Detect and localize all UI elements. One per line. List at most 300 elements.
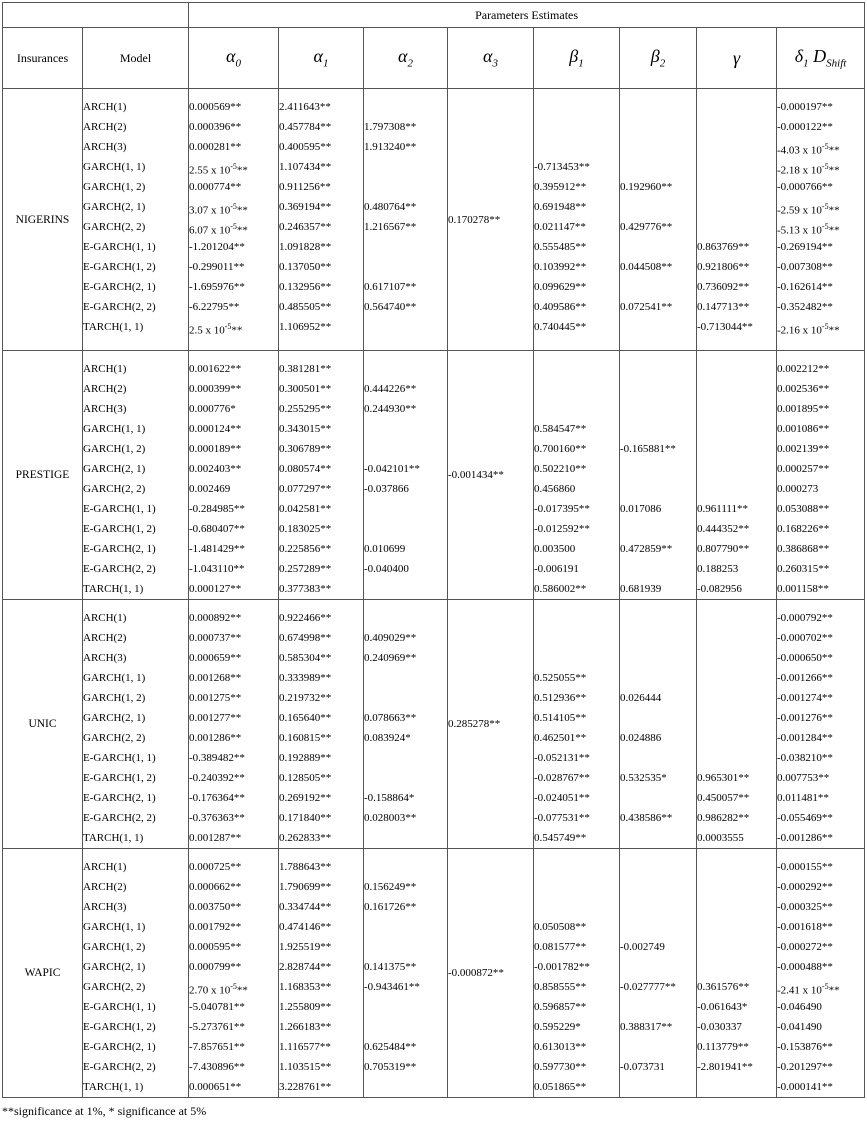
estimate-value (697, 1077, 776, 1097)
model-name: E-GARCH(1, 1) (83, 241, 156, 253)
estimate-value: 0.625484** (364, 1041, 417, 1053)
estimate-value: -0.000792** (777, 612, 833, 624)
estimate-value: 0.000124** (189, 423, 242, 435)
estimate-value: 0.300501** (279, 383, 332, 395)
estimate-value (364, 668, 447, 688)
estimate-value: 0.617107** (364, 281, 417, 293)
estimate-value: 0.103992** (534, 261, 587, 273)
estimate-value (620, 748, 696, 768)
estimate-value: 0.369194** (279, 201, 332, 213)
estimate-value: -5.273761** (189, 1021, 245, 1033)
estimate-value: -0.001284** (777, 732, 833, 744)
estimate-value: 0.525055** (534, 672, 587, 684)
estimate-value: 0.002536** (777, 383, 830, 395)
estimate-value (620, 419, 696, 439)
estimate-value: 0.083924* (364, 732, 411, 744)
estimate-value (620, 157, 696, 177)
insurance-group-row (3, 89, 865, 351)
estimate-value: -0.000292** (777, 881, 833, 893)
estimate-value (697, 628, 776, 648)
estimate-value: 0.113779** (697, 1041, 749, 1053)
model-name: ARCH(2) (83, 881, 127, 893)
estimate-value: 0.564740** (364, 301, 417, 313)
estimate-value (534, 399, 619, 419)
estimate-value: -0.001274** (777, 692, 833, 704)
estimate-cell (620, 600, 697, 849)
estimate-value (364, 419, 447, 439)
estimate-value (620, 379, 696, 399)
estimate-value: -0.000488** (777, 961, 833, 973)
estimate-value: -0.000702** (777, 632, 833, 644)
estimate-value (697, 479, 776, 499)
model-name: E-GARCH(2, 1) (83, 281, 156, 293)
estimate-value: -0.713453** (534, 161, 590, 173)
estimate-value (534, 379, 619, 399)
footnote: **significance at 1%, * significance at 5% (2, 1104, 207, 1118)
estimate-value: 0.555485** (534, 241, 587, 253)
estimate-value (534, 608, 619, 628)
estimate-value: -0.002749 (620, 941, 665, 953)
estimate-value: 0.001275** (189, 692, 242, 704)
estimate-value: 0.246357** (279, 221, 332, 233)
insurance-group-row (3, 849, 865, 1098)
estimate-value: 2.828744** (279, 961, 332, 973)
estimate-value: 0.262833** (279, 832, 332, 844)
estimate-cell (189, 89, 279, 351)
estimate-value: 0.147713** (697, 301, 750, 313)
estimate-value (364, 917, 447, 937)
estimate-value: 0.132956** (279, 281, 332, 293)
model-name: TARCH(1, 1) (83, 832, 144, 844)
estimate-value (364, 937, 447, 957)
estimate-value: -0.007308** (777, 261, 833, 273)
estimate-cell (448, 849, 534, 1098)
param-header (534, 28, 620, 89)
estimate-value (620, 237, 696, 257)
model-name: E-GARCH(1, 1) (83, 752, 156, 764)
model-name: ARCH(3) (83, 901, 127, 913)
estimate-value (620, 559, 696, 579)
estimate-value (364, 237, 447, 257)
estimate-value: 0.078663** (364, 712, 417, 724)
estimate-value: 0.514105** (534, 712, 587, 724)
estimate-value: -0.000272** (777, 941, 833, 953)
estimate-value: 0.485505** (279, 301, 332, 313)
estimate-value (364, 519, 447, 539)
model-name: GARCH(2, 1) (83, 961, 146, 973)
model-name: ARCH(1) (83, 363, 127, 375)
estimate-value: 1.266183** (279, 1021, 332, 1033)
estimate-value: 0.244930** (364, 403, 417, 415)
estimate-value (534, 137, 619, 157)
model-name: GARCH(1, 1) (83, 921, 146, 933)
estimate-value (534, 97, 619, 117)
estimate-value: 1.788643** (279, 861, 332, 873)
estimate-value: 0.017086 (620, 503, 662, 515)
estimate-value: 0.000569** (189, 101, 242, 113)
estimate-value: 3.228761** (279, 1081, 332, 1093)
estimate-value: 0.000399** (189, 383, 242, 395)
model-name: E-GARCH(2, 1) (83, 543, 156, 555)
estimate-cell (534, 849, 620, 1098)
estimate-cell (620, 849, 697, 1098)
estimate-value: 0.474146** (279, 921, 332, 933)
model-name: E-GARCH(2, 1) (83, 1041, 156, 1053)
estimate-value: -0.000122** (777, 121, 833, 133)
estimate-value: -0.176364** (189, 792, 245, 804)
estimate-value: 0.002469 (189, 483, 231, 495)
estimate-value (697, 668, 776, 688)
estimate-cell (279, 600, 364, 849)
estimate-value: -0.001276** (777, 712, 833, 724)
estimate-value: 0.160815** (279, 732, 332, 744)
estimate-value (534, 857, 619, 877)
estimate-value: -0.001266** (777, 672, 833, 684)
estimate-value: -0.037866 (364, 483, 409, 495)
estimate-value: 0.807790** (697, 543, 750, 555)
estimate-value: -0.240392** (189, 772, 245, 784)
estimate-value: 0.922466** (279, 612, 332, 624)
estimate-value: -0.006191 (534, 563, 579, 575)
estimate-value: 0.705319** (364, 1061, 417, 1073)
estimate-value: -0.041490 (777, 1021, 822, 1033)
estimate-value: 0.000651** (189, 1081, 242, 1093)
estimate-value: 0.444352** (697, 523, 750, 535)
model-name: E-GARCH(1, 2) (83, 261, 156, 273)
estimate-value (697, 648, 776, 668)
estimate-value: 0.000281** (189, 141, 242, 153)
estimate-value (620, 877, 696, 897)
estimate-value (364, 579, 447, 599)
estimate-value: 1.797308** (364, 121, 417, 133)
estimate-value: 0.000799** (189, 961, 242, 973)
estimate-value: 0.028003** (364, 812, 417, 824)
estimate-value (697, 177, 776, 197)
estimate-value: 0.170278** (448, 213, 501, 226)
estimate-value: 0.613013** (534, 1041, 587, 1053)
param-symbol: $\beta_1$ (569, 46, 584, 70)
param-symbol: $\delta_1$ (794, 46, 809, 70)
estimate-value: -1.201204** (189, 241, 245, 253)
estimate-value: 0.001287** (189, 832, 242, 844)
estimate-value (364, 748, 447, 768)
estimate-value: 0.260315** (777, 563, 830, 575)
estimate-value: 0.000776* (189, 403, 236, 415)
estimate-cell (777, 600, 865, 849)
estimate-value: 0.000396** (189, 121, 242, 133)
param-header (697, 28, 777, 89)
estimate-value (620, 648, 696, 668)
estimate-value: -0.061643* (697, 1001, 748, 1013)
estimate-value: 0.137050** (279, 261, 332, 273)
estimate-value (364, 1077, 447, 1097)
estimate-value (620, 788, 696, 808)
estimate-value: 0.532535* (620, 772, 667, 784)
estimate-value (620, 608, 696, 628)
estimate-value: -0.077531** (534, 812, 590, 824)
estimate-value (620, 399, 696, 419)
estimate-value (364, 97, 447, 117)
estimate-value: 0.156249** (364, 881, 417, 893)
estimate-cell (189, 600, 279, 849)
model-name: GARCH(2, 1) (83, 463, 146, 475)
estimate-value (620, 317, 696, 337)
estimate-value: -0.001434** (448, 469, 504, 481)
param-symbol: $\alpha_1$ (313, 46, 329, 70)
estimate-value: 0.128505** (279, 772, 332, 784)
estimate-value (697, 748, 776, 768)
estimate-value: 1.925519** (279, 941, 332, 953)
param-header: $\delta_1$ $D_{Shift}$ (777, 28, 865, 89)
estimate-value: 0.168226** (777, 523, 830, 535)
insurance-name: NIGERINS (3, 89, 83, 351)
estimate-value: -0.000155** (777, 861, 833, 873)
estimate-value: 1.103515** (279, 1061, 332, 1073)
estimate-value: -0.001286** (777, 832, 833, 844)
estimate-value: -2.41 x $10^{-5}**$ (777, 982, 840, 997)
estimate-value (620, 117, 696, 137)
estimate-value (534, 117, 619, 137)
estimate-value: 2.70 x $10^{-5}**$ (189, 982, 248, 997)
estimate-value: -0.082956 (697, 583, 742, 595)
estimate-value: -0.012592** (534, 523, 590, 535)
insurance-name: PRESTIGE (3, 351, 83, 600)
estimate-value: -2.801941** (697, 1061, 753, 1073)
estimate-value (534, 897, 619, 917)
estimate-value: 0.000737** (189, 632, 242, 644)
estimate-value: 0.257289** (279, 563, 332, 575)
estimate-value: 0.585304** (279, 652, 332, 664)
estimate-value: 1.107434** (279, 161, 332, 173)
model-name: ARCH(3) (83, 141, 127, 153)
estimate-value (697, 399, 776, 419)
estimate-value: -0.299011** (189, 261, 245, 273)
estimate-value: 0.000659** (189, 652, 242, 664)
estimate-value (620, 897, 696, 917)
estimate-value: 0.409586** (534, 301, 587, 313)
model-cell (83, 600, 189, 849)
estimate-value: 1.168353** (279, 981, 332, 993)
estimate-value: 0.001277** (189, 712, 242, 724)
estimate-value: 0.388317** (620, 1021, 673, 1033)
estimate-cell (534, 89, 620, 351)
estimate-value: 0.343015** (279, 423, 332, 435)
estimate-value: 0.595229* (534, 1021, 581, 1033)
estimate-value: 0.863769** (697, 241, 750, 253)
estimate-value: -7.430896** (189, 1061, 245, 1073)
estimate-value (697, 117, 776, 137)
estimate-value (620, 519, 696, 539)
estimate-value: -0.376363** (189, 812, 245, 824)
estimate-value: 0.077297** (279, 483, 332, 495)
param-header (279, 28, 364, 89)
estimate-value: 0.457784** (279, 121, 332, 133)
estimate-value: -1.695976** (189, 281, 245, 293)
estimate-value: 0.001895** (777, 403, 830, 415)
estimate-value: 1.216567** (364, 221, 417, 233)
estimate-value (697, 917, 776, 937)
estimate-value: 0.171840** (279, 812, 332, 824)
model-name: GARCH(2, 1) (83, 201, 146, 213)
estimate-value (620, 628, 696, 648)
estimate-value: -0.038210** (777, 752, 833, 764)
estimate-value: 0.740445** (534, 321, 587, 333)
parameter-estimates-table (2, 2, 865, 1098)
estimate-value: 0.161726** (364, 901, 417, 913)
estimate-value: -6.22795** (189, 301, 240, 313)
estimate-value: 0.000595** (189, 941, 242, 953)
estimate-cell (620, 89, 697, 351)
estimate-value: 1.255809** (279, 1001, 332, 1013)
estimate-value: 0.001268** (189, 672, 242, 684)
estimate-value (620, 1077, 696, 1097)
estimate-value: 0.165640** (279, 712, 332, 724)
estimate-value: -0.052131** (534, 752, 590, 764)
estimate-value: 0.000725** (189, 861, 242, 873)
estimate-value: 0.001158** (777, 583, 829, 595)
model-name: E-GARCH(2, 1) (83, 792, 156, 804)
estimate-value: 0.053088** (777, 503, 830, 515)
estimate-value: -0.030337 (697, 1021, 742, 1033)
estimate-value: -0.153876** (777, 1041, 833, 1053)
estimate-value: -4.03 x $10^{-5}**$ (777, 142, 840, 157)
estimate-cell (777, 351, 865, 600)
model-name: GARCH(1, 2) (83, 941, 146, 953)
estimate-value: 1.091828** (279, 241, 332, 253)
estimate-value: 0.000273 (777, 483, 819, 495)
param-header (189, 28, 279, 89)
estimate-value: 0.736092** (697, 281, 750, 293)
estimate-value: 0.400595** (279, 141, 332, 153)
estimate-value: 0.306789** (279, 443, 332, 455)
estimate-value: -1.481429** (189, 543, 245, 555)
estimate-value: -2.16 x $10^{-5}**$ (777, 322, 840, 337)
model-name: ARCH(2) (83, 383, 127, 395)
param-header (448, 28, 534, 89)
estimate-value: -0.055469** (777, 812, 833, 824)
model-name: ARCH(1) (83, 861, 127, 873)
estimate-value (620, 479, 696, 499)
model-name: GARCH(1, 2) (83, 692, 146, 704)
estimate-value (697, 728, 776, 748)
estimate-value: 2.55 x $10^{-5}**$ (189, 162, 248, 177)
estimate-cell (448, 89, 534, 351)
estimate-cell (697, 89, 777, 351)
estimate-value: -7.857651** (189, 1041, 245, 1053)
estimate-value: 0.456860 (534, 483, 576, 495)
estimate-value: -0.158864* (364, 792, 415, 804)
estimate-value: 0.269192** (279, 792, 332, 804)
estimate-value (364, 688, 447, 708)
estimate-value: -0.284985** (189, 503, 245, 515)
estimate-value: 0.010699 (364, 543, 406, 555)
estimate-cell (620, 351, 697, 600)
estimate-value: 0.700160** (534, 443, 587, 455)
estimate-value (620, 137, 696, 157)
estimate-value: 0.219732** (279, 692, 332, 704)
estimate-value: 0.002403** (189, 463, 242, 475)
estimate-value: 0.334744** (279, 901, 332, 913)
estimate-value (697, 439, 776, 459)
estimate-value: 0.050508** (534, 921, 587, 933)
model-cell (83, 849, 189, 1098)
estimate-value (697, 897, 776, 917)
model-cell (83, 351, 189, 600)
model-name: ARCH(2) (83, 632, 127, 644)
estimate-cell (364, 849, 448, 1098)
model-name: GARCH(1, 1) (83, 423, 146, 435)
model-name: GARCH(1, 1) (83, 672, 146, 684)
estimate-value (697, 97, 776, 117)
estimate-value: 0.183025** (279, 523, 332, 535)
param-symbol: γ (732, 47, 741, 68)
estimate-value: 0.188253 (697, 563, 739, 575)
estimate-value (364, 768, 447, 788)
estimate-value (534, 877, 619, 897)
estimate-value: -0.943461** (364, 981, 420, 993)
estimate-value: 0.512936** (534, 692, 587, 704)
estimate-value (534, 648, 619, 668)
model-name: GARCH(2, 1) (83, 712, 146, 724)
model-name: E-GARCH(2, 2) (83, 563, 156, 575)
param-symbol: $\alpha_0$ (226, 46, 241, 70)
estimate-value: -0.000141** (777, 1081, 833, 1093)
estimate-value: 0.021147** (534, 221, 586, 233)
estimate-value: -0.000325** (777, 901, 833, 913)
estimate-cell (777, 89, 865, 351)
estimate-value (364, 257, 447, 277)
estimate-value: 0.285278** (448, 718, 501, 730)
estimate-value: 0.545749** (534, 832, 587, 844)
estimate-value: -0.000766** (777, 181, 833, 193)
estimate-value: 0.911256** (279, 181, 331, 193)
estimate-value (364, 1017, 447, 1037)
model-name: GARCH(1, 1) (83, 161, 146, 173)
model-name: TARCH(1, 1) (83, 321, 144, 333)
estimate-cell (364, 600, 448, 849)
estimate-value: 0.586002** (534, 583, 587, 595)
estimate-value (697, 937, 776, 957)
estimate-cell (777, 849, 865, 1098)
estimate-value (364, 157, 447, 177)
param-symbol: $\beta_2$ (650, 46, 666, 70)
model-name: ARCH(1) (83, 101, 127, 113)
estimate-value: 0.001622** (189, 363, 242, 375)
estimate-value: -0.000197** (777, 101, 833, 113)
estimate-value (697, 137, 776, 157)
param-symbol: $\alpha_3$ (483, 46, 498, 70)
estimate-value: -0.042101** (364, 463, 420, 475)
estimate-value (620, 459, 696, 479)
estimate-value (364, 608, 447, 628)
estimate-value (697, 608, 776, 628)
estimate-value (364, 857, 447, 877)
model-name: E-GARCH(1, 2) (83, 772, 156, 784)
estimate-value (620, 668, 696, 688)
estimate-value (697, 459, 776, 479)
estimate-value (364, 997, 447, 1017)
estimate-value: -0.001782** (534, 961, 590, 973)
estimate-value (534, 628, 619, 648)
insurance-name: UNIC (3, 600, 83, 849)
estimate-value (620, 708, 696, 728)
estimate-value: 0.003500 (534, 543, 576, 555)
estimate-value: 0.681939 (620, 583, 662, 595)
estimate-cell (534, 600, 620, 849)
estimate-value (364, 828, 447, 848)
param-header (364, 28, 448, 89)
insurance-group-row (3, 600, 865, 849)
